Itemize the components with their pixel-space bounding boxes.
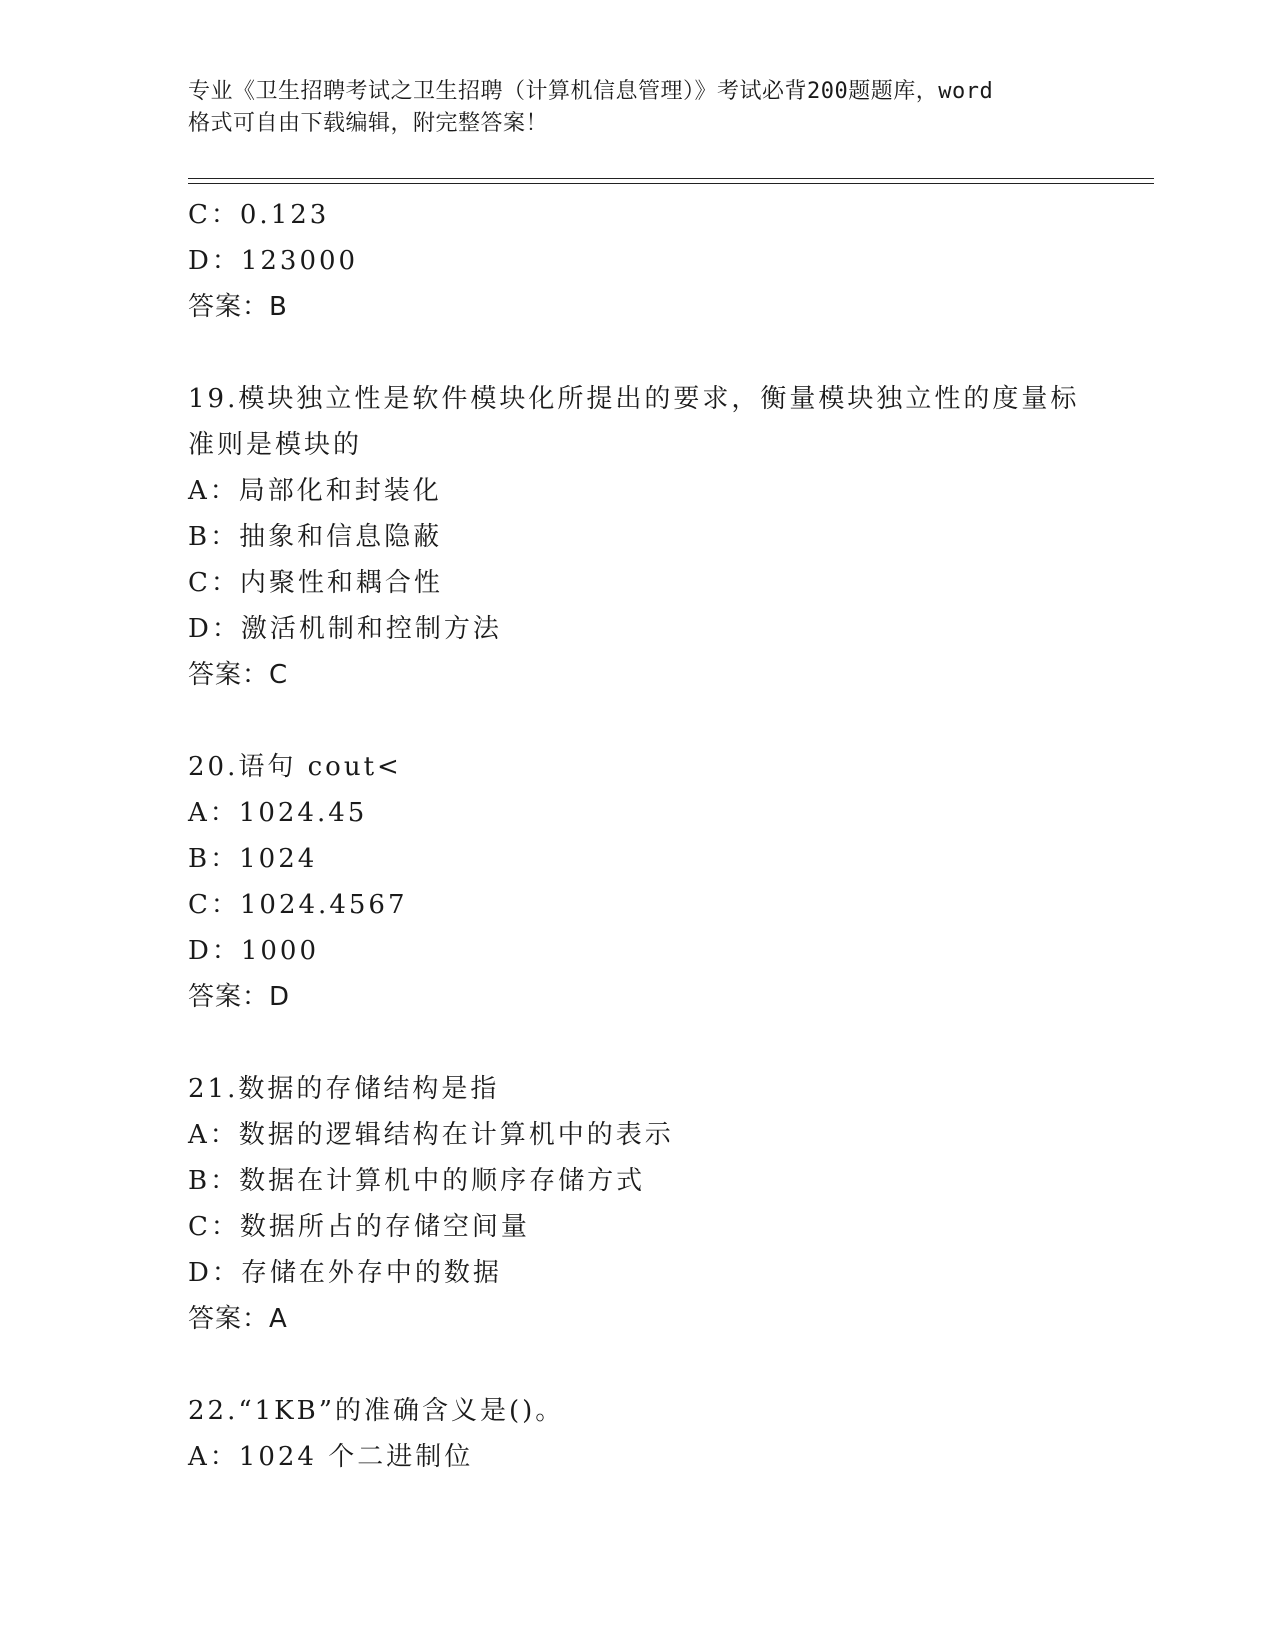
question-22 — [188, 1388, 1148, 1480]
spacer — [188, 698, 1148, 744]
option-b: B：数据在计算机中的顺序存储方式 — [188, 1166, 646, 1196]
question-text: 19.模块独立性是软件模块化所提出的要求，衡量模块独立性的度量标 — [188, 384, 1080, 414]
option-a: A：1024 个二进制位 — [188, 1442, 474, 1472]
answer-line: 答案：B — [188, 292, 288, 322]
page-header — [188, 76, 1088, 140]
question-list — [188, 192, 1148, 1480]
option-a: A：局部化和封装化 — [188, 476, 442, 506]
option-d: D：123000 — [188, 246, 359, 276]
option-a: A：1024.45 — [188, 798, 368, 828]
question-text: 20.语句 cout< — [188, 752, 402, 782]
question-text: 22.“1KB”的准确含义是()。 — [188, 1396, 565, 1426]
spacer — [188, 1342, 1148, 1388]
question-20 — [188, 744, 1148, 1020]
option-d: D：1000 — [188, 936, 320, 966]
option-b: B：抽象和信息隐蔽 — [188, 522, 443, 552]
header-divider-bottom — [188, 183, 1154, 184]
option-d: D：存储在外存中的数据 — [188, 1258, 502, 1288]
question-text-cont: 准则是模块的 — [188, 430, 363, 460]
option-a: A：数据的逻辑结构在计算机中的表示 — [188, 1120, 674, 1150]
header-line-2: 格式可自由下载编辑，附完整答案！ — [188, 111, 549, 136]
option-c: C：0.123 — [188, 200, 330, 230]
option-d: D：激活机制和控制方法 — [188, 614, 502, 644]
option-b: B：1024 — [188, 844, 318, 874]
header-line-1: 专业《卫生招聘考试之卫生招聘（计算机信息管理）》考试必背200题题库，word — [188, 79, 994, 104]
answer-line: 答案：C — [188, 660, 289, 690]
answer-line: 答案：A — [188, 1304, 288, 1334]
option-c: C：1024.4567 — [188, 890, 408, 920]
answer-line: 答案：D — [188, 982, 291, 1012]
question-18-tail — [188, 192, 1148, 330]
question-text: 21.数据的存储结构是指 — [188, 1074, 500, 1104]
question-19 — [188, 376, 1148, 698]
option-c: C：内聚性和耦合性 — [188, 568, 443, 598]
question-21 — [188, 1066, 1148, 1342]
spacer — [188, 330, 1148, 376]
header-divider-top — [188, 178, 1154, 179]
option-c: C：数据所占的存储空间量 — [188, 1212, 530, 1242]
spacer — [188, 1020, 1148, 1066]
